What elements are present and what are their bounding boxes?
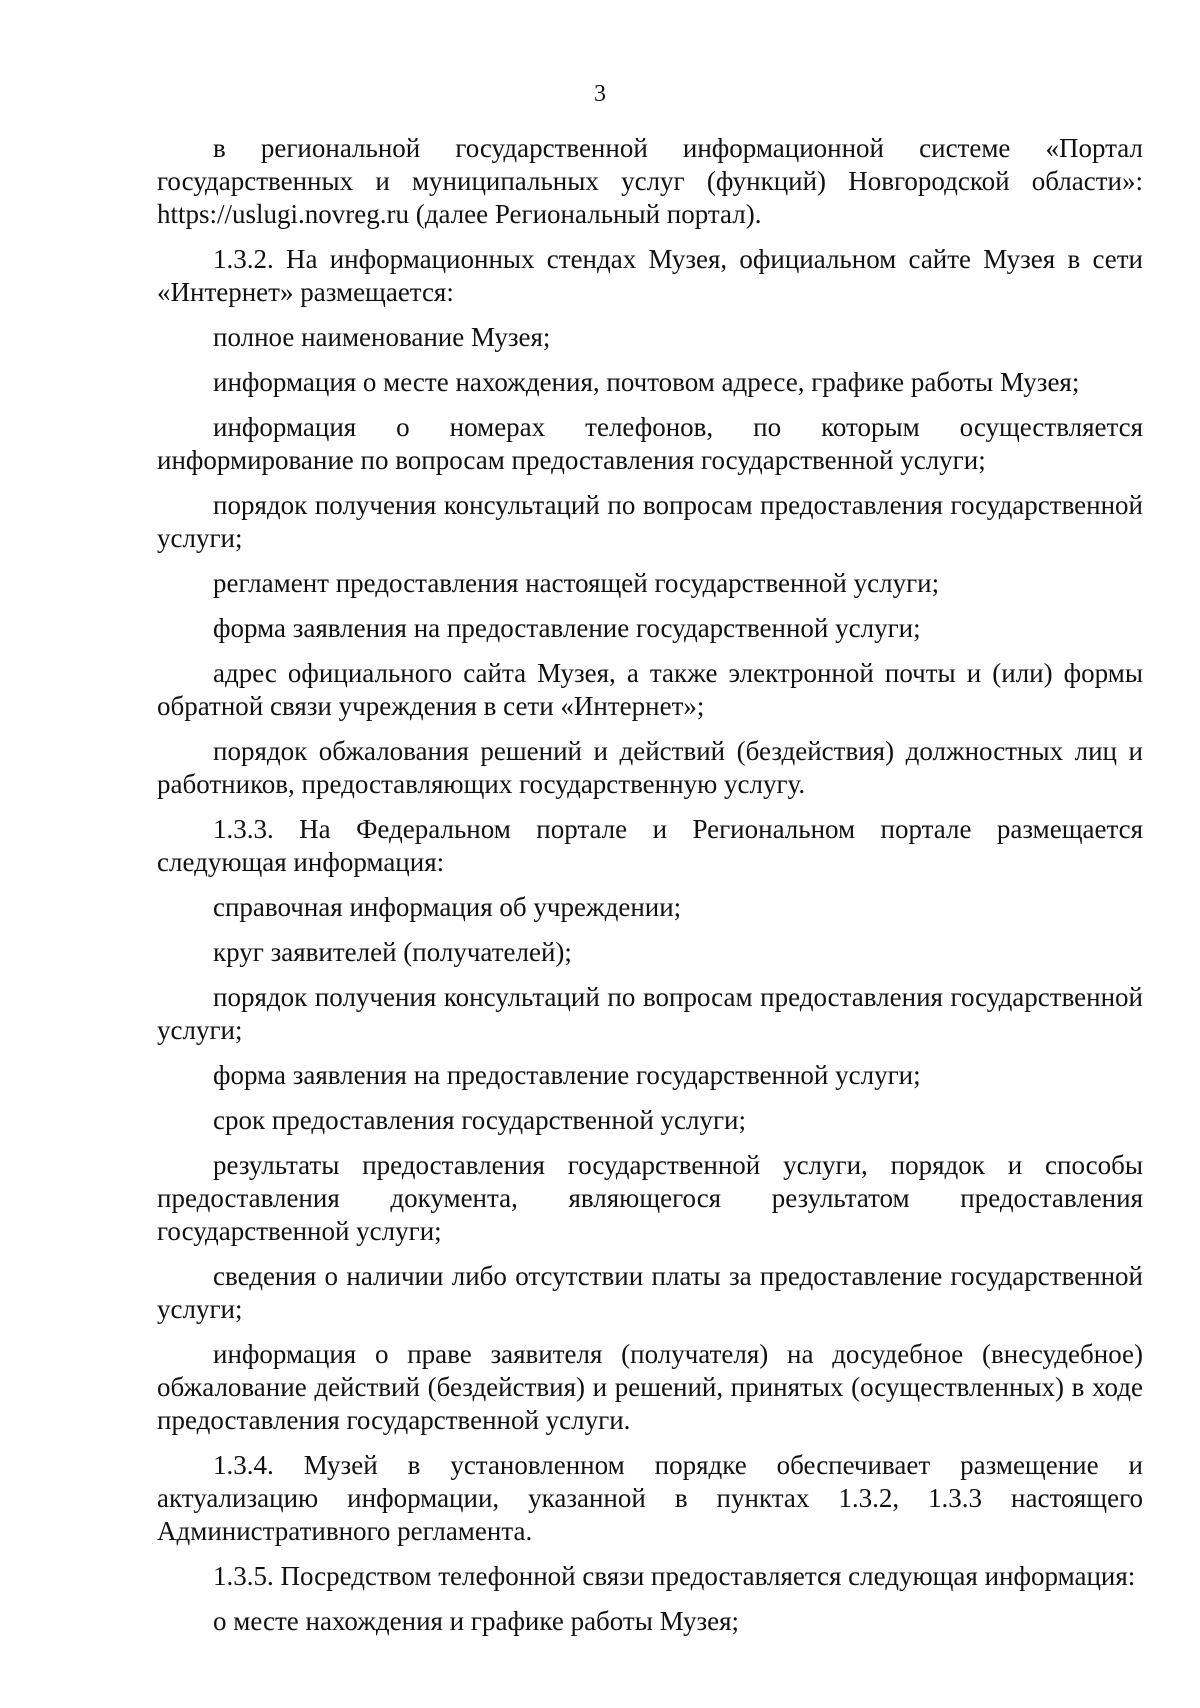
list-item: справочная информация об учреждении; xyxy=(213,892,682,922)
list-item: результаты предоставления государственной услуги, порядок и способы предоставления документа, являющегося результатом предоставления государственной услуги; xyxy=(157,1150,1143,1246)
paragraph-1-3-5: 1.3.5. Посредством телефонной связи предоставляется следующая информация: xyxy=(213,1561,1136,1591)
list-item: информация о праве заявителя (получателя) на досудебное (внесудебное) обжалование действий (бездействия) и решений, принятых (осуществленных) в ходе предоставления государственной услуги. xyxy=(157,1339,1143,1435)
list-item: порядок получения консультаций по вопросам предоставления государственной услуги; xyxy=(157,982,1143,1045)
paragraph-1-3-4: 1.3.4. Музей в установленном порядке обеспечивает размещение и актуализацию информации, указанной в пунктах 1.3.2, 1.3.3 настоящего Административного регламента. xyxy=(157,1450,1143,1546)
list-item: форма заявления на предоставление государственной услуги; xyxy=(213,1060,921,1090)
list-item: полное наименование Музея; xyxy=(213,322,551,352)
list-item: круг заявителей (получателей); xyxy=(213,937,572,967)
list-item: срок предоставления государственной услуги; xyxy=(213,1105,747,1135)
list-item: форма заявления на предоставление государственной услуги; xyxy=(213,613,921,643)
list-item: порядок получения консультаций по вопросам предоставления государственной услуги; xyxy=(157,490,1143,553)
paragraph-1-3-3: 1.3.3. На Федеральном портале и Региональном портале размещается следующая информация: xyxy=(157,814,1143,877)
list-item: сведения о наличии либо отсутствии платы за предоставление государственной услуги; xyxy=(157,1261,1143,1324)
list-item: о месте нахождения и графике работы Музея; xyxy=(213,1606,740,1636)
list-item: регламент предоставления настоящей государственной услуги; xyxy=(213,568,940,598)
document-body xyxy=(157,132,1143,1638)
list-item: порядок обжалования решений и действий (бездействия) должностных лиц и работников, предоставляющих государственную услугу. xyxy=(157,736,1143,799)
page-number: 3 xyxy=(594,81,606,107)
paragraph-intro-regional-portal: в региональной государственной информационной системе «Портал государственных и муниципальных услуг (функций) Новгородской области»: https://uslugi.novreg.ru (далее Региональный портал). xyxy=(157,133,1143,229)
list-item: адрес официального сайта Музея, а также электронной почты и (или) формы обратной связи учреждения в сети «Интернет»; xyxy=(157,658,1143,721)
paragraph-1-3-2: 1.3.2. На информационных стендах Музея, официальном сайте Музея в сети «Интернет» размещается: xyxy=(157,244,1143,307)
list-item: информация о номерах телефонов, по которым осуществляется информирование по вопросам предоставления государственной услуги; xyxy=(157,412,1143,475)
list-item: информация о месте нахождения, почтовом адресе, графике работы Музея; xyxy=(213,367,1080,397)
